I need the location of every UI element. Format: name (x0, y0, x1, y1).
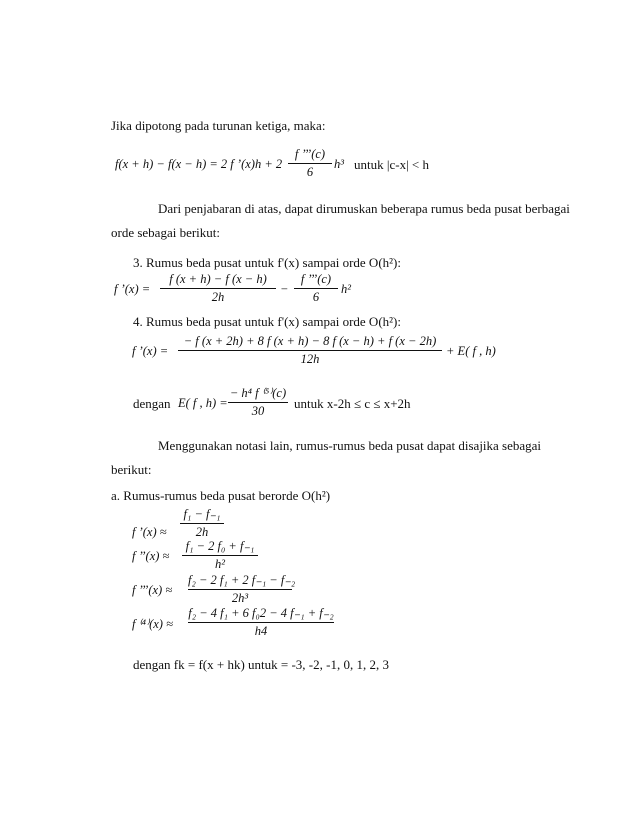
error-fraction (228, 386, 288, 419)
formula-numerator: f₂ − 4 f₁ + 6 f₀2 − 4 f₋₁ + f₋₂ (188, 606, 334, 620)
fraction-bar (180, 523, 224, 524)
item-a-heading: a. Rumus-rumus beda pusat berorde O(h²) (111, 488, 331, 503)
formula-denominator: h² (215, 557, 225, 571)
dengan-label: dengan (133, 396, 171, 411)
formula-numerator: f₁ − f₋₁ (183, 507, 221, 521)
eq1-condition: untuk |c-x| < h (354, 157, 429, 172)
formula-denominator: 2h (195, 525, 209, 539)
item3-fraction-2 (294, 272, 338, 305)
formula-fraction (180, 507, 224, 540)
fraction-bar (182, 555, 258, 556)
item-4-heading: 4. Rumus beda pusat untuk f'(x) sampai orde O(h²): (133, 314, 401, 329)
item3-numerator-2: f ’’’(c) (300, 272, 332, 286)
eq1-h3: h³ (334, 157, 344, 171)
item3-denominator-1: 2h (211, 290, 225, 304)
formula-lhs: f ’’(x) ≈ (132, 549, 170, 563)
item3-h2: h² (341, 282, 351, 296)
item4-rhs: + E( f , h) (446, 344, 496, 358)
fraction-bar (228, 402, 288, 403)
item3-denominator-2: 6 (312, 290, 320, 304)
paragraph-1-line-2: orde sebagai berikut: (111, 225, 221, 240)
formula-lhs: f ’(x) ≈ (132, 525, 167, 539)
item-3-heading: 3. Rumus beda pusat untuk f'(x) sampai orde O(h²): (133, 255, 401, 270)
eq1-denominator: 6 (306, 165, 314, 179)
item4-fraction (178, 334, 442, 367)
item3-numerator-1: f (x + h) − f (x − h) (169, 272, 267, 286)
error-condition: untuk x-2h ≤ c ≤ x+2h (294, 396, 411, 411)
formula-fraction (188, 606, 334, 639)
fraction-bar (160, 288, 276, 289)
fraction-bar (288, 163, 332, 164)
error-denominator: 30 (251, 404, 265, 418)
formula-denominator: h4 (254, 624, 268, 638)
error-numerator: − h⁴ f ⁽⁵⁾(c) (229, 386, 287, 400)
item4-lhs: f ’(x) = (132, 344, 169, 358)
item3-lhs: f ’(x) = (114, 282, 151, 296)
paragraph-2-line-2: berikut: (111, 462, 152, 477)
item3-fraction-1 (160, 272, 276, 305)
eq1-fraction (288, 147, 332, 180)
fraction-bar (188, 622, 334, 623)
fraction-bar (178, 350, 442, 351)
notation-definition: dengan fk = f(x + hk) untuk = -3, -2, -1, 0, 1, 2, 3 (133, 657, 389, 672)
formula-fraction (182, 539, 258, 572)
intro-text: Jika dipotong pada turunan ketiga, maka: (111, 118, 326, 133)
formula-numerator: f₁ − 2 f₀ + f₋₁ (185, 539, 255, 553)
paragraph-1-line-1: Dari penjabaran di atas, dapat dirumuskan beberapa rumus beda pusat berbagai (158, 201, 570, 216)
formula-fraction (188, 573, 296, 606)
eq1-lhs: f(x + h) − f(x − h) = 2 f ’(x)h + 2 (115, 157, 283, 171)
item4-numerator: − f (x + 2h) + 8 f (x + h) − 8 f (x − h) + f (x − 2h) (183, 334, 437, 348)
fraction-bar (188, 589, 292, 590)
eq1-numerator: f ’’’(c) (294, 147, 326, 161)
formula-lhs: f ⁽⁴⁾(x) ≈ (132, 617, 173, 631)
formula-denominator: 2h³ (231, 591, 249, 605)
item3-minus: − (280, 282, 289, 296)
formula-lhs: f ’’’(x) ≈ (132, 583, 173, 597)
paragraph-2-line-1: Menggunakan notasi lain, rumus-rumus beda pusat dapat disajika sebagai (158, 438, 542, 453)
error-lhs: E( f , h) = (178, 396, 228, 410)
fraction-bar (294, 288, 338, 289)
formula-numerator: f₂ − 2 f₁ + 2 f₋₁ − f₋₂ (188, 573, 296, 587)
item4-denominator: 12h (300, 352, 320, 366)
